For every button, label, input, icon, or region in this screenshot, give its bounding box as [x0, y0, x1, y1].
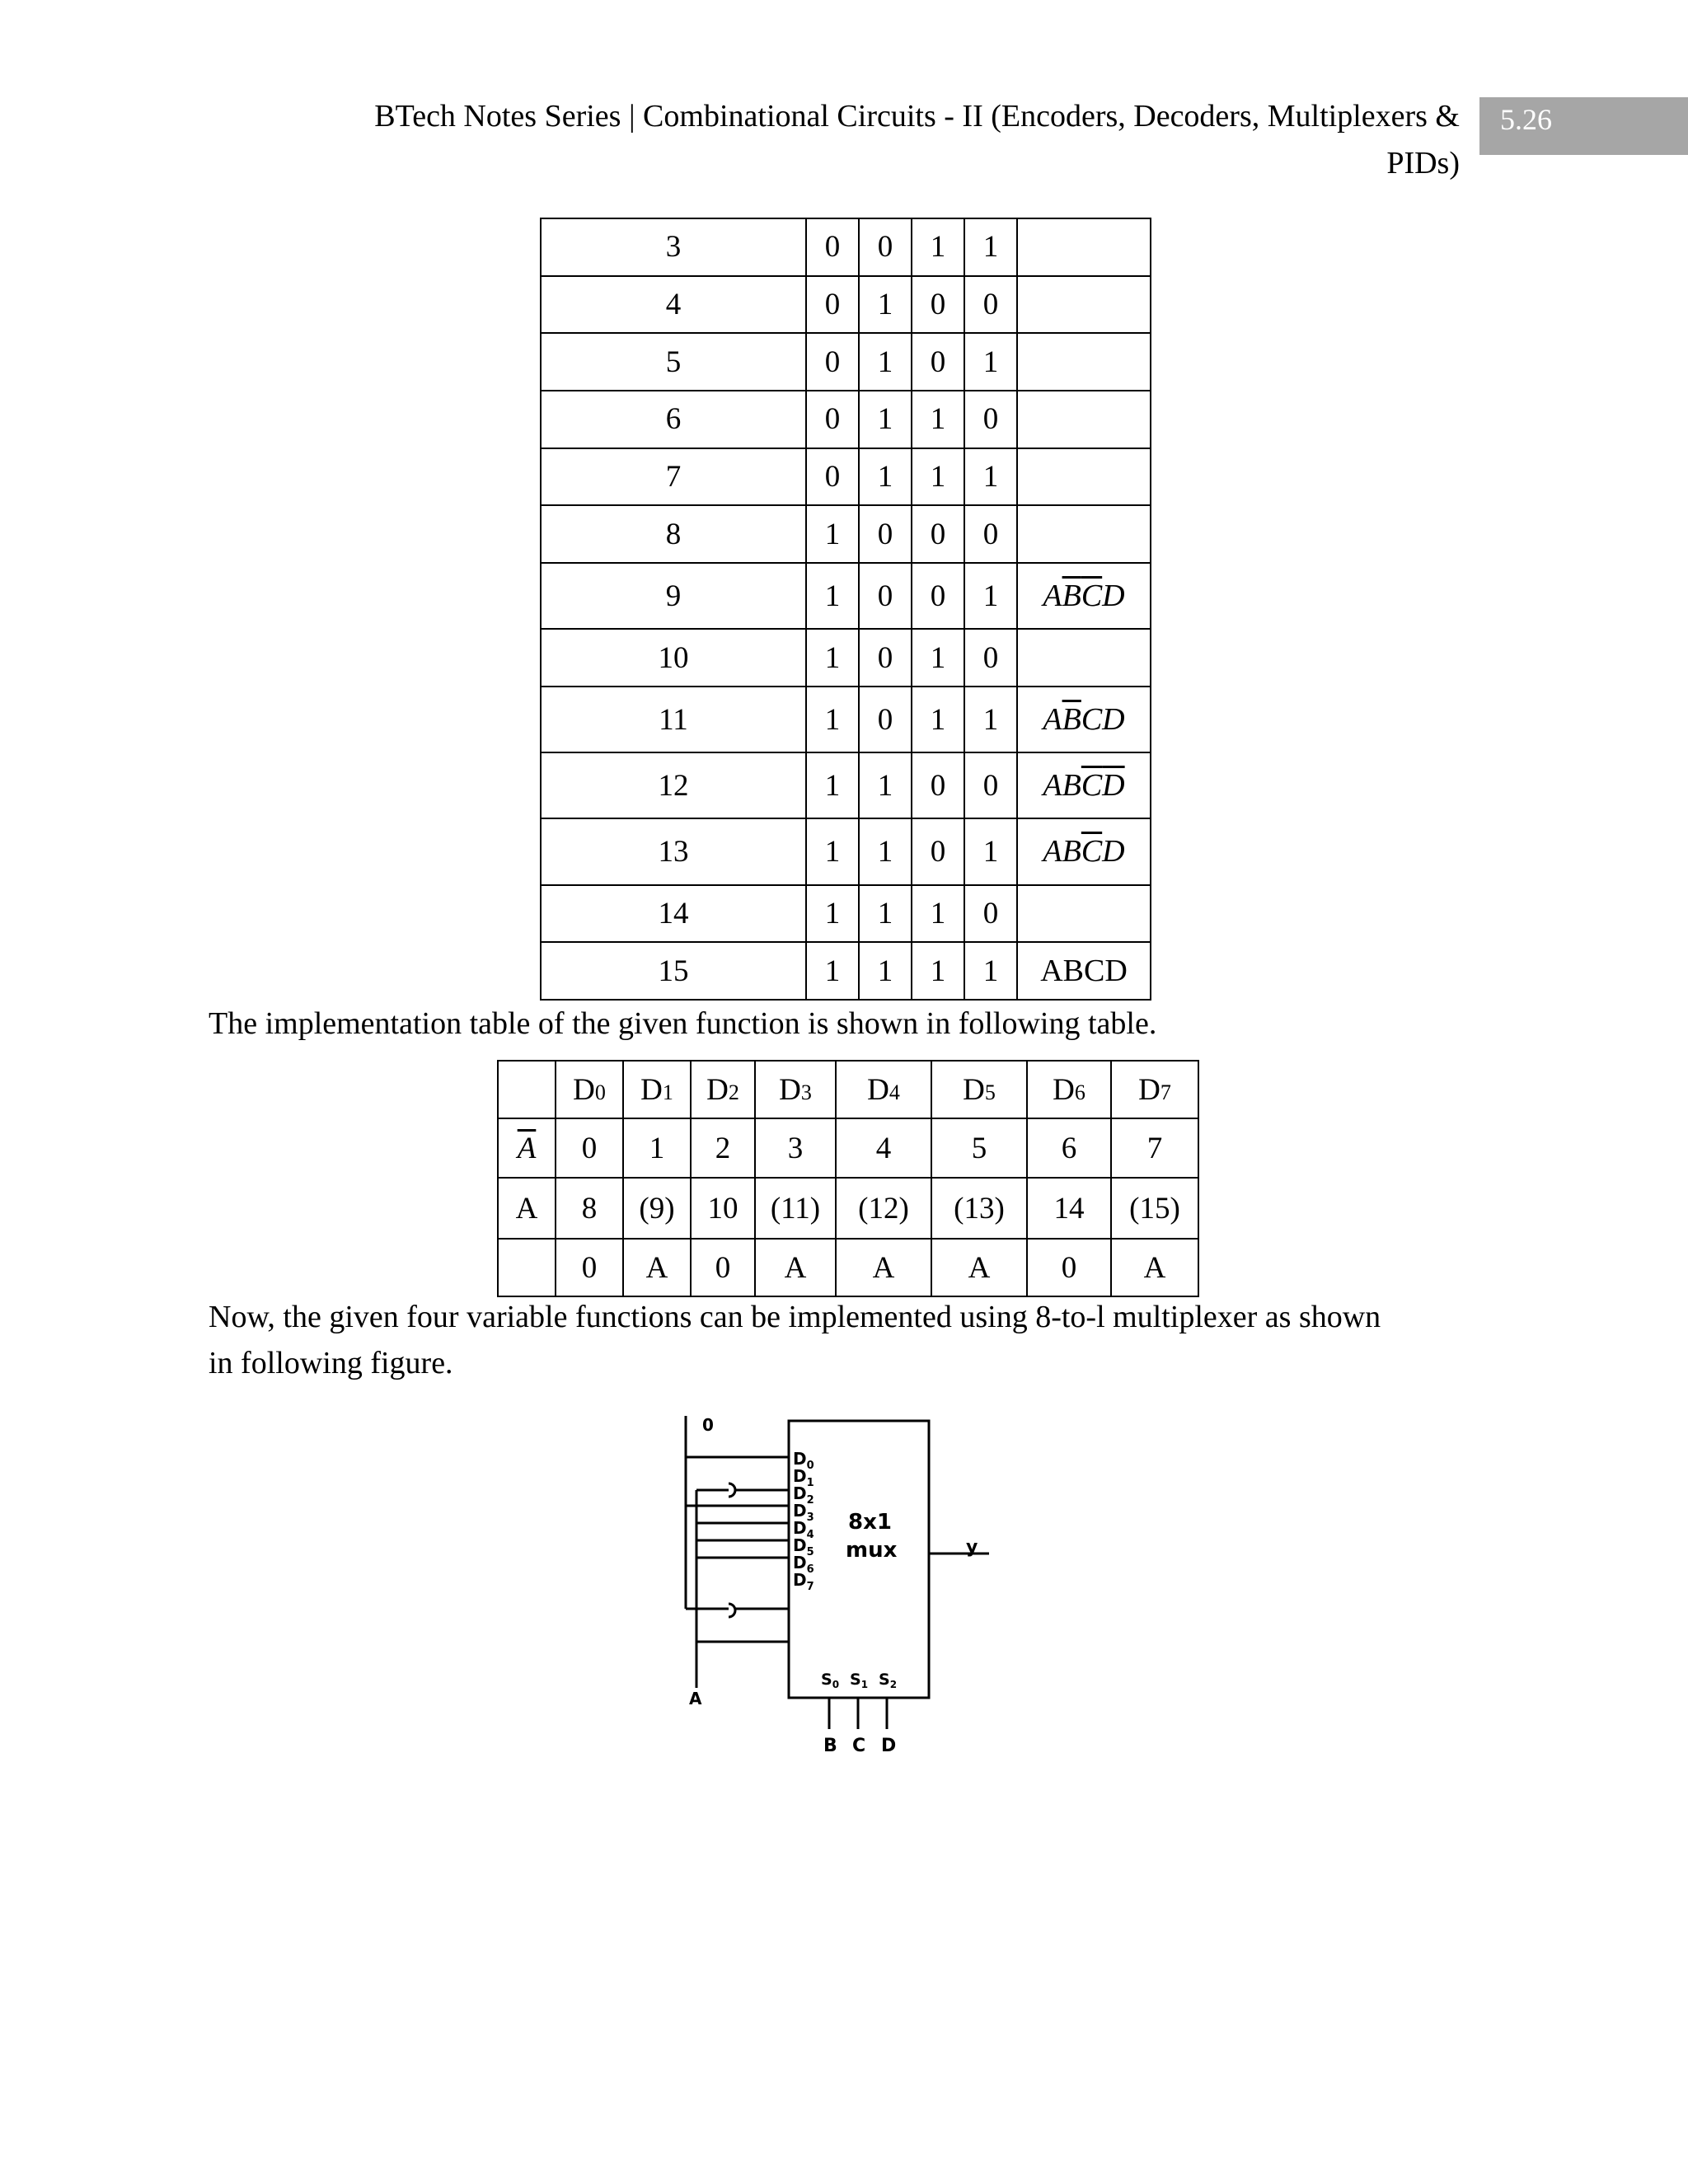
minterm-cell: [1017, 276, 1151, 334]
bit-cell: 0: [964, 505, 1017, 563]
bit-cell: 0: [859, 687, 912, 752]
output-label: y: [966, 1537, 978, 1558]
impl-cell: 2: [691, 1118, 755, 1178]
paragraph-implementation-table: The implementation table of the given function is shown in following table.: [209, 1006, 1157, 1041]
bit-cell: 0: [912, 818, 964, 884]
impl-cell: 0: [556, 1239, 623, 1296]
bit-cell: 0: [912, 752, 964, 818]
truth-table-row: [541, 276, 1151, 334]
impl-cell: 4: [836, 1118, 931, 1178]
bit-cell: 0: [912, 505, 964, 563]
impl-header-cell: D1: [623, 1061, 691, 1118]
bit-cell: 1: [859, 752, 912, 818]
impl-cell: A: [836, 1239, 931, 1296]
impl-row-label: [498, 1239, 556, 1296]
bit-cell: 1: [859, 276, 912, 334]
mux-input-label: $D_5$: [793, 1535, 814, 1558]
bit-cell: 1: [912, 885, 964, 943]
impl-cell: 6: [1027, 1118, 1111, 1178]
impl-header-row: [498, 1061, 1198, 1118]
header-title-line1: BTech Notes Series | Combinational Circuits - II (Encoders, Decoders, Multiplexers &: [374, 99, 1460, 134]
impl-cell: 10: [691, 1178, 755, 1239]
row-index: 8: [541, 505, 806, 563]
row-index: 13: [541, 818, 806, 884]
truth-table-row: [541, 942, 1151, 1000]
bit-cell: 0: [964, 885, 1017, 943]
row-index: 15: [541, 942, 806, 1000]
impl-header-cell: D3: [755, 1061, 836, 1118]
select-signal-label: D: [881, 1736, 897, 1756]
impl-cell: A: [1111, 1239, 1198, 1296]
impl-header-cell: D0: [556, 1061, 623, 1118]
truth-table-row: [541, 563, 1151, 629]
impl-cell: A: [623, 1239, 691, 1296]
minterm-cell: [1017, 629, 1151, 687]
bit-cell: 1: [912, 448, 964, 506]
impl-header-cell: D2: [691, 1061, 755, 1118]
row-index: 5: [541, 333, 806, 391]
bit-cell: 1: [859, 818, 912, 884]
page-number: 5.26: [1479, 97, 1688, 155]
mux-label-line1: 8x1: [848, 1510, 892, 1535]
row-index: 3: [541, 218, 806, 276]
impl-row: [498, 1239, 1198, 1296]
bit-cell: 1: [964, 563, 1017, 629]
bit-cell: 1: [964, 448, 1017, 506]
minterm-cell: [1017, 218, 1151, 276]
truth-table-row: [541, 218, 1151, 276]
bit-cell: 1: [912, 629, 964, 687]
impl-cell: (9): [623, 1178, 691, 1239]
impl-row: [498, 1118, 1198, 1178]
mux-select-label: $S_0$: [821, 1671, 840, 1690]
truth-table-row: [541, 818, 1151, 884]
bit-cell: 0: [964, 276, 1017, 334]
bit-cell: 0: [859, 563, 912, 629]
bit-cell: 1: [806, 563, 859, 629]
select-signal-label: C: [852, 1736, 866, 1756]
impl-cell: 14: [1027, 1178, 1111, 1239]
truth-table-row: [541, 629, 1151, 687]
bit-cell: 0: [859, 218, 912, 276]
bit-cell: 0: [806, 391, 859, 448]
minterm-cell: [1017, 391, 1151, 448]
bit-cell: 1: [964, 818, 1017, 884]
row-index: 7: [541, 448, 806, 506]
minterm-cell: [1017, 885, 1151, 943]
bit-cell: 0: [964, 629, 1017, 687]
bit-cell: 0: [912, 563, 964, 629]
bit-cell: 1: [859, 391, 912, 448]
minterm-cell: ABCD: [1017, 942, 1151, 1000]
bit-cell: 1: [806, 505, 859, 563]
bit-cell: 1: [859, 942, 912, 1000]
bit-cell: 0: [859, 629, 912, 687]
minterm-cell: [1017, 333, 1151, 391]
impl-cell: 5: [931, 1118, 1027, 1178]
mux-input-label: $D_6$: [793, 1553, 814, 1576]
impl-cell: (15): [1111, 1178, 1198, 1239]
constant-zero-label: 0: [702, 1415, 714, 1435]
minterm-cell: [1017, 505, 1151, 563]
impl-header-cell: D6: [1027, 1061, 1111, 1118]
bit-cell: 1: [964, 942, 1017, 1000]
paragraph-mux-line1: Now, the given four variable functions can be implemented using 8-to-l multiplexer as shown: [209, 1300, 1381, 1334]
mux-label-line2: mux: [846, 1538, 898, 1563]
bit-cell: 1: [806, 687, 859, 752]
paragraph-mux-line2: in following figure.: [209, 1346, 453, 1380]
bit-cell: 1: [964, 687, 1017, 752]
row-index: 4: [541, 276, 806, 334]
bit-cell: 1: [806, 752, 859, 818]
impl-cell: 7: [1111, 1118, 1198, 1178]
bit-cell: 1: [964, 218, 1017, 276]
bit-cell: 1: [806, 942, 859, 1000]
impl-row-label: $\overline{A}$: [498, 1118, 556, 1178]
impl-cell: (12): [836, 1178, 931, 1239]
bit-cell: 1: [912, 391, 964, 448]
impl-header-cell: D4: [836, 1061, 931, 1118]
minterm-cell: [1017, 448, 1151, 506]
mux-select-label: $S_1$: [850, 1671, 869, 1690]
mux-select-label: $S_2$: [879, 1671, 898, 1690]
bit-cell: 0: [859, 505, 912, 563]
impl-header-cell: D5: [931, 1061, 1027, 1118]
truth-table-row: [541, 505, 1151, 563]
impl-cell: 0: [1027, 1239, 1111, 1296]
mux-input-label: $D_4$: [793, 1518, 814, 1541]
bit-cell: 1: [806, 629, 859, 687]
impl-cell: 0: [556, 1118, 623, 1178]
bit-cell: 1: [912, 218, 964, 276]
impl-header-cell: D7: [1111, 1061, 1198, 1118]
impl-cell: A: [755, 1239, 836, 1296]
impl-row: [498, 1178, 1198, 1239]
impl-header-cell: [498, 1061, 556, 1118]
truth-table: [540, 218, 1151, 1001]
header-title-line2: PIDs): [1386, 146, 1460, 180]
bit-cell: 1: [859, 885, 912, 943]
truth-table-row: [541, 752, 1151, 818]
bit-cell: 0: [806, 218, 859, 276]
truth-table-row: [541, 391, 1151, 448]
impl-cell: A: [931, 1239, 1027, 1296]
mux-figure: [659, 1401, 1006, 1772]
bit-cell: 1: [859, 333, 912, 391]
mux-input-label: $D_7$: [793, 1570, 814, 1593]
minterm-cell: $A\overline{B}\overline{C}D$: [1017, 563, 1151, 629]
minterm-cell: $A\overline{B}CD$: [1017, 687, 1151, 752]
impl-cell: 3: [755, 1118, 836, 1178]
bit-cell: 0: [912, 333, 964, 391]
impl-cell: (11): [755, 1178, 836, 1239]
impl-row-label: A: [498, 1178, 556, 1239]
mux-input-label: $D_1$: [793, 1466, 814, 1489]
bit-cell: 1: [859, 448, 912, 506]
select-signal-label: B: [823, 1736, 837, 1756]
bit-cell: 0: [806, 333, 859, 391]
bit-cell: 0: [964, 391, 1017, 448]
truth-table-row: [541, 885, 1151, 943]
impl-cell: 1: [623, 1118, 691, 1178]
truth-table-row: [541, 687, 1151, 752]
truth-table-row: [541, 333, 1151, 391]
bit-cell: 0: [912, 276, 964, 334]
mux-input-label: $D_2$: [793, 1483, 814, 1507]
bit-cell: 0: [806, 276, 859, 334]
impl-cell: 0: [691, 1239, 755, 1296]
bit-cell: 1: [912, 687, 964, 752]
row-index: 14: [541, 885, 806, 943]
bit-cell: 1: [806, 818, 859, 884]
bit-cell: 0: [964, 752, 1017, 818]
variable-a-label: A: [689, 1689, 702, 1708]
row-index: 12: [541, 752, 806, 818]
row-index: 6: [541, 391, 806, 448]
bit-cell: 1: [806, 885, 859, 943]
bit-cell: 1: [964, 333, 1017, 391]
impl-cell: 8: [556, 1178, 623, 1239]
row-index: 10: [541, 629, 806, 687]
bit-cell: 1: [912, 942, 964, 1000]
mux-input-label: $D_0$: [793, 1449, 814, 1472]
truth-table-row: [541, 448, 1151, 506]
minterm-cell: $AB\overline{C}\overline{D}$: [1017, 752, 1151, 818]
row-index: 11: [541, 687, 806, 752]
row-index: 9: [541, 563, 806, 629]
mux-input-label: $D_3$: [793, 1501, 814, 1524]
bit-cell: 0: [806, 448, 859, 506]
implementation-table: [497, 1060, 1199, 1297]
minterm-cell: $AB\overline{C}D$: [1017, 818, 1151, 884]
impl-cell: (13): [931, 1178, 1027, 1239]
